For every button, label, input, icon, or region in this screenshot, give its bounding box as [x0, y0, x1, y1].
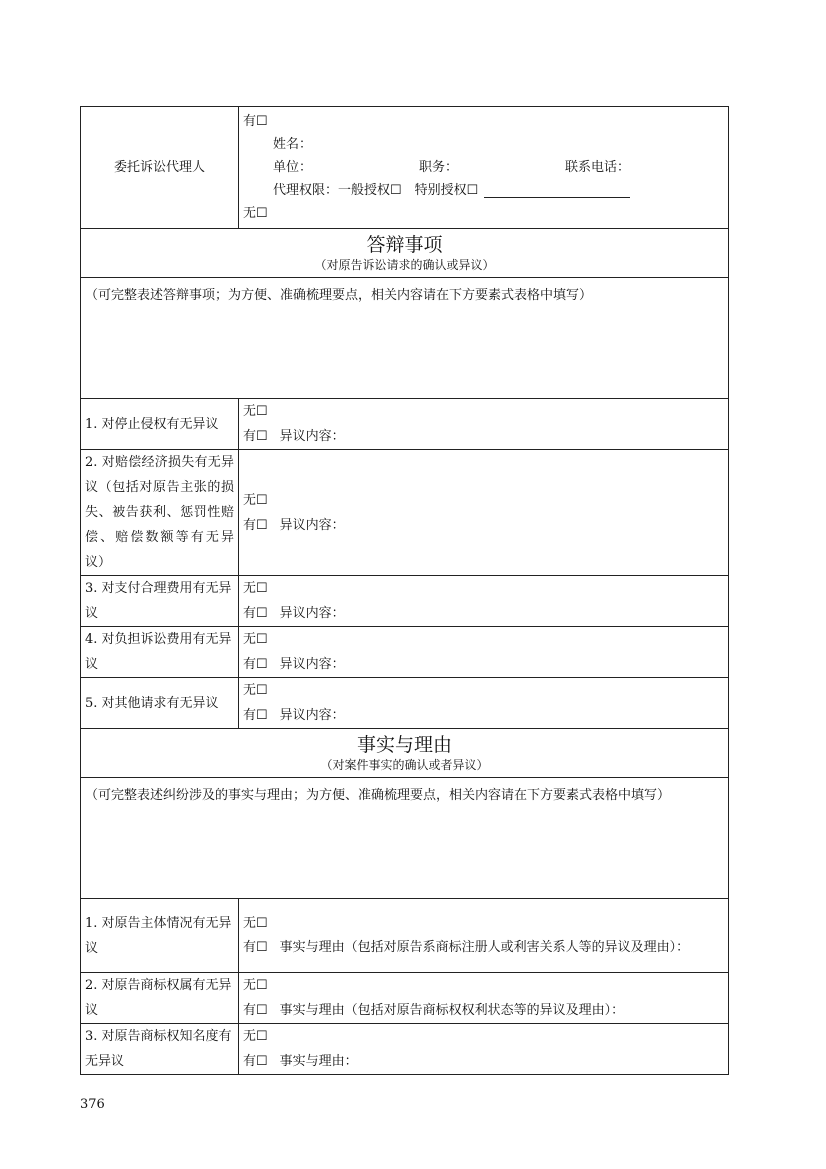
yes-line — [243, 703, 724, 728]
no-checkbox[interactable]: 无☐ — [243, 1029, 268, 1044]
no-checkbox[interactable]: 无☐ — [243, 978, 268, 993]
no-checkbox[interactable]: 无☐ — [243, 632, 268, 647]
objection-detail[interactable]: 异议内容： — [279, 517, 345, 533]
yes-line — [243, 513, 724, 538]
reason-detail[interactable]: 事实与理由（包括对原告商标权权利状态等的异议及理由）： — [279, 1003, 625, 1018]
agent-row — [81, 107, 729, 229]
defense-item-row — [81, 627, 729, 678]
yes-checkbox[interactable]: 有☐ — [243, 1003, 268, 1018]
agent-unit-field[interactable]: 单位： — [273, 160, 313, 175]
objection-detail[interactable]: 异议内容： — [279, 606, 345, 621]
facts-item-row — [81, 973, 729, 1024]
defense-title-row — [81, 229, 729, 278]
agent-label: 委托诉讼代理人 — [81, 107, 239, 229]
facts-item-row — [81, 1024, 729, 1075]
facts-title-row — [81, 729, 729, 778]
agent-phone-field[interactable]: 联系电话： — [565, 160, 631, 175]
yes-checkbox[interactable]: 有☐ — [243, 517, 268, 533]
agent-authority-line — [243, 179, 724, 202]
no-checkbox[interactable]: 无☐ — [243, 404, 268, 419]
yes-checkbox[interactable]: 有☐ — [243, 708, 268, 723]
yes-checkbox[interactable]: 有☐ — [243, 606, 268, 621]
defense-item-label: 5. 对其他请求有无异议 — [81, 678, 239, 729]
yes-checkbox[interactable]: 有☐ — [243, 1054, 268, 1069]
no-checkbox[interactable]: 无☐ — [243, 492, 268, 508]
no-checkbox[interactable]: 无☐ — [243, 683, 268, 698]
defense-item-label: 1. 对停止侵权有无异议 — [81, 399, 239, 450]
defense-item-row — [81, 678, 729, 729]
defense-title: 答辩事项 — [366, 234, 443, 256]
facts-item-label: 1. 对原告主体情况有无异议 — [81, 899, 239, 973]
defense-item-row — [81, 576, 729, 627]
objection-detail[interactable]: 异议内容： — [279, 429, 345, 444]
facts-note[interactable]: （可完整表述纠纷涉及的事实与理由；为方便、准确梳理要点，相关内容请在下方要素式表格中填写） — [81, 778, 729, 899]
yes-checkbox[interactable]: 有☐ — [243, 429, 268, 444]
yes-line — [243, 424, 724, 449]
agent-unit-line — [243, 156, 724, 179]
agent-yes-checkbox[interactable]: 有☐ — [243, 114, 268, 129]
authority-blank-line[interactable] — [484, 183, 630, 198]
defense-item-label: 2. 对赔偿经济损失有无异议（包括对原告主张的损失、被告获利、惩罚性赔偿、赔偿数额等有无异议） — [81, 450, 239, 576]
no-checkbox[interactable]: 无☐ — [243, 915, 268, 931]
reason-detail[interactable]: 事实与理由（包括对原告系商标注册人或利害关系人等的异议及理由）： — [279, 939, 690, 955]
yes-checkbox[interactable]: 有☐ — [243, 657, 268, 672]
defense-note[interactable]: （可完整表述答辩事项；为方便、准确梳理要点，相关内容请在下方要素式表格中填写） — [81, 278, 729, 399]
defense-item-row — [81, 399, 729, 450]
facts-subtitle: （对案件事实的确认或者异议） — [320, 758, 489, 772]
facts-item-row — [81, 899, 729, 973]
yes-line — [243, 998, 724, 1023]
defense-item-label: 3. 对支付合理费用有无异议 — [81, 576, 239, 627]
facts-freetext-row — [81, 778, 729, 899]
defense-item-label: 4. 对负担诉讼费用有无异议 — [81, 627, 239, 678]
facts-item-label: 2. 对原告商标权属有无异议 — [81, 973, 239, 1024]
defense-form-table — [80, 106, 729, 1075]
yes-checkbox[interactable]: 有☐ — [243, 939, 268, 955]
agent-position-field[interactable]: 职务： — [419, 160, 459, 175]
agent-authority-checkboxes[interactable]: 代理权限：一般授权☐ 特别授权☐ — [273, 183, 479, 198]
yes-line — [243, 1049, 724, 1074]
objection-detail[interactable]: 异议内容： — [279, 708, 345, 723]
defense-freetext-row — [81, 278, 729, 399]
page-number: 376 — [80, 1097, 105, 1112]
agent-no-checkbox[interactable]: 无☐ — [243, 206, 268, 221]
yes-line — [243, 936, 724, 960]
reason-detail[interactable]: 事实与理由： — [279, 1054, 358, 1069]
facts-title: 事实与理由 — [356, 734, 452, 756]
yes-line — [243, 601, 724, 626]
yes-line — [243, 652, 724, 677]
no-checkbox[interactable]: 无☐ — [243, 581, 268, 596]
facts-item-label: 3. 对原告商标权知名度有无异议 — [81, 1024, 239, 1075]
defense-subtitle: （对原告诉讼请求的确认或异议） — [314, 258, 495, 272]
defense-item-row — [81, 450, 729, 576]
agent-name-field[interactable]: 姓名： — [273, 137, 313, 152]
objection-detail[interactable]: 异议内容： — [279, 657, 345, 672]
